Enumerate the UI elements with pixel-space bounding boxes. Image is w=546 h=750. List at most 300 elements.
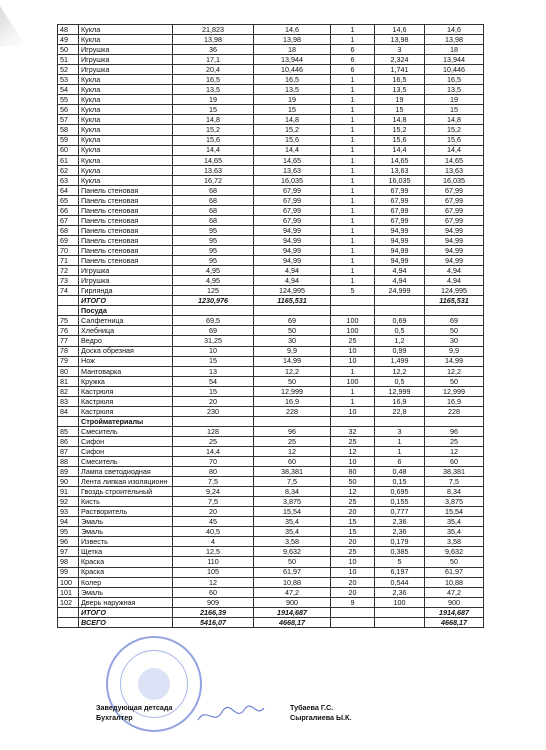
item-name-cell: Панель стеновая [79,215,173,225]
value-b-cell: 1914,687 [254,607,331,617]
value-a-cell: 13,63 [173,165,254,175]
unit-price-cell: 2,324 [375,55,425,65]
table-total-row [58,607,484,617]
row-number-cell: 55 [58,95,79,105]
item-name-cell: Панель стеновая [79,235,173,245]
amount-cell: 67,99 [425,195,484,205]
value-a-cell: 70 [173,457,254,467]
value-a-cell: 7,5 [173,497,254,507]
value-b-cell: 4,94 [254,266,331,276]
value-a-cell: 95 [173,256,254,266]
table-row [58,477,484,487]
quantity-cell: 25 [331,336,375,346]
unit-price-cell: 94,99 [375,246,425,256]
table-row [58,105,484,115]
value-b-cell: 35,4 [254,517,331,527]
row-number-cell: 56 [58,105,79,115]
amount-cell: 18 [425,45,484,55]
value-b-cell: 12 [254,446,331,456]
value-b-cell: 94,99 [254,235,331,245]
quantity-cell: 10 [331,557,375,567]
item-name-cell: Игрушка [79,266,173,276]
unit-price-cell: 15,2 [375,125,425,135]
unit-price-cell: 22,8 [375,406,425,416]
unit-price-cell: 4,94 [375,276,425,286]
value-a-cell: 15 [173,386,254,396]
value-b-cell: 14,8 [254,115,331,125]
row-number-cell: 81 [58,376,79,386]
value-b-cell: 15,6 [254,135,331,145]
unit-price-cell: 2,36 [375,587,425,597]
value-a-cell: 68 [173,185,254,195]
amount-cell: 13,944 [425,55,484,65]
amount-cell: 8,34 [425,487,484,497]
row-number-cell: 82 [58,386,79,396]
item-name-cell: Лампа светодиодная [79,467,173,477]
table-row [58,25,484,35]
item-name-cell: Хлебница [79,326,173,336]
unit-price-cell: 0,5 [375,376,425,386]
table-row [58,467,484,477]
quantity-cell: 15 [331,527,375,537]
item-name-cell: Мантоварка [79,366,173,376]
amount-cell: 15,54 [425,507,484,517]
quantity-cell: 10 [331,346,375,356]
amount-cell: 1914,687 [425,607,484,617]
quantity-cell: 1 [331,366,375,376]
amount-cell: 69 [425,316,484,326]
amount-cell: 12,999 [425,386,484,396]
item-name-cell: Кукла [79,75,173,85]
item-name-cell: Панель стеновая [79,195,173,205]
table-row [58,547,484,557]
value-a-cell: 20 [173,396,254,406]
amount-cell: 67,99 [425,215,484,225]
table-total-row [58,617,484,627]
value-b-cell [254,416,331,426]
table-row [58,286,484,296]
unit-price-cell: 67,99 [375,215,425,225]
unit-price-cell: 14,6 [375,25,425,35]
amount-cell: 50 [425,376,484,386]
quantity-cell: 1 [331,115,375,125]
table-row [58,135,484,145]
item-name-cell: Панель стеновая [79,256,173,266]
item-name-cell: Эмаль [79,527,173,537]
amount-cell: 124,995 [425,286,484,296]
table-row [58,155,484,165]
table-row [58,346,484,356]
value-b-cell: 19 [254,95,331,105]
table-row [58,386,484,396]
quantity-cell: 1 [331,246,375,256]
value-b-cell: 16,035 [254,175,331,185]
quantity-cell: 10 [331,406,375,416]
value-b-cell: 25 [254,436,331,446]
unit-price-cell: 15 [375,105,425,115]
unit-price-cell: 1,2 [375,336,425,346]
amount-cell: 10,88 [425,577,484,587]
quantity-cell: 20 [331,587,375,597]
value-a-cell: 17,1 [173,55,254,65]
table-row [58,55,484,65]
head-title-label: Заведующая детсада [96,703,173,712]
value-a-cell: 68 [173,195,254,205]
item-name-cell: Доска обрезная [79,346,173,356]
value-b-cell: 13,98 [254,35,331,45]
amount-cell: 9,632 [425,547,484,557]
value-a-cell: 14,4 [173,145,254,155]
unit-price-cell: 14,4 [375,145,425,155]
amount-cell: 96 [425,426,484,436]
unit-price-cell: 67,99 [375,195,425,205]
quantity-cell: 1 [331,75,375,85]
row-number-cell: 86 [58,436,79,446]
table-row [58,527,484,537]
amount-cell: 3,875 [425,497,484,507]
row-number-cell: 95 [58,527,79,537]
unit-price-cell: 0,48 [375,467,425,477]
value-b-cell: 18 [254,45,331,55]
item-name-cell: Панель стеновая [79,246,173,256]
unit-price-cell: 67,99 [375,185,425,195]
value-b-cell: 12,999 [254,386,331,396]
value-a-cell: 2166,39 [173,607,254,617]
page-fold-corner [0,6,26,46]
item-name-cell: Смеситель [79,457,173,467]
quantity-cell: 1 [331,145,375,155]
amount-cell: 4,94 [425,276,484,286]
value-b-cell: 67,99 [254,195,331,205]
quantity-cell: 1 [331,155,375,165]
value-a-cell: 25 [173,436,254,446]
value-a-cell: 12 [173,577,254,587]
row-number-cell: 79 [58,356,79,366]
table-row [58,235,484,245]
quantity-cell: 1 [331,165,375,175]
value-a-cell: 125 [173,286,254,296]
quantity-cell: 1 [331,105,375,115]
amount-cell [425,416,484,426]
quantity-cell: 100 [331,376,375,386]
row-number-cell [58,416,79,426]
value-b-cell: 67,99 [254,215,331,225]
amount-cell: 50 [425,326,484,336]
unit-price-cell: 0,69 [375,316,425,326]
row-number-cell: 67 [58,215,79,225]
amount-cell: 16,035 [425,175,484,185]
value-b-cell: 50 [254,557,331,567]
unit-price-cell: 0,5 [375,326,425,336]
item-name-cell: Эмаль [79,587,173,597]
value-a-cell: 230 [173,406,254,416]
unit-price-cell: 12,2 [375,366,425,376]
value-b-cell: 13,944 [254,55,331,65]
amount-cell: 12,2 [425,366,484,376]
unit-price-cell: 1,499 [375,356,425,366]
value-b-cell: 14,65 [254,155,331,165]
unit-price-cell: 3 [375,426,425,436]
row-number-cell: 89 [58,467,79,477]
value-a-cell: 4,95 [173,266,254,276]
item-name-cell: Игрушка [79,55,173,65]
item-name-cell: ВСЕГО [79,617,173,627]
row-number-cell: 72 [58,266,79,276]
amount-cell: 61,97 [425,567,484,577]
item-name-cell: Кукла [79,35,173,45]
item-name-cell: Колер [79,577,173,587]
unit-price-cell: 3 [375,45,425,55]
item-name-cell: Панель стеновая [79,205,173,215]
quantity-cell: 20 [331,537,375,547]
row-number-cell: 92 [58,497,79,507]
value-a-cell: 13 [173,366,254,376]
row-number-cell: 53 [58,75,79,85]
unit-price-cell: 4,94 [375,266,425,276]
quantity-cell: 15 [331,517,375,527]
value-a-cell: 909 [173,597,254,607]
unit-price-cell: 14,8 [375,115,425,125]
item-name-cell: Кукла [79,165,173,175]
amount-cell: 9,9 [425,346,484,356]
table-total-row [58,296,484,306]
amount-cell: 50 [425,557,484,567]
unit-price-cell: 13,98 [375,35,425,45]
row-number-cell: 49 [58,35,79,45]
table-row [58,205,484,215]
quantity-cell: 6 [331,65,375,75]
item-name-cell: Панель стеновая [79,225,173,235]
row-number-cell: 102 [58,597,79,607]
row-number-cell: 93 [58,507,79,517]
row-number-cell: 87 [58,446,79,456]
row-number-cell: 48 [58,25,79,35]
item-name-cell: Известь [79,537,173,547]
item-name-cell: ИТОГО [79,296,173,306]
item-name-cell: Растворитель [79,507,173,517]
accountant-name-label: Сыргалиева Ы.К. [290,713,352,722]
table-row [58,195,484,205]
amount-cell: 94,99 [425,246,484,256]
value-b-cell: 94,99 [254,246,331,256]
value-a-cell: 19 [173,95,254,105]
item-name-cell: Кисть [79,497,173,507]
quantity-cell: 1 [331,175,375,185]
row-number-cell: 58 [58,125,79,135]
row-number-cell: 57 [58,115,79,125]
amount-cell: 13,98 [425,35,484,45]
item-name-cell: Кукла [79,85,173,95]
row-number-cell: 100 [58,577,79,587]
unit-price-cell: 13,63 [375,165,425,175]
quantity-cell: 25 [331,436,375,446]
amount-cell: 4668,17 [425,617,484,627]
unit-price-cell: 5 [375,557,425,567]
table-row [58,406,484,416]
amount-cell: 94,99 [425,235,484,245]
quantity-cell [331,617,375,627]
unit-price-cell: 14,65 [375,155,425,165]
unit-price-cell: 1,741 [375,65,425,75]
quantity-cell: 100 [331,316,375,326]
amount-cell: 30 [425,336,484,346]
quantity-cell: 1 [331,135,375,145]
value-b-cell: 60 [254,457,331,467]
amount-cell: 35,4 [425,527,484,537]
unit-price-cell: 16,035 [375,175,425,185]
value-a-cell: 68 [173,205,254,215]
item-name-cell: Лента липкая изоляционн [79,477,173,487]
value-b-cell: 15,2 [254,125,331,135]
quantity-cell [331,306,375,316]
quantity-cell: 1 [331,195,375,205]
value-a-cell: 4,95 [173,276,254,286]
quantity-cell: 5 [331,286,375,296]
table-row [58,246,484,256]
table-row [58,175,484,185]
value-a-cell: 20 [173,507,254,517]
value-a-cell: 110 [173,557,254,567]
quantity-cell: 20 [331,577,375,587]
row-number-cell: 83 [58,396,79,406]
item-name-cell: Нож [79,356,173,366]
row-number-cell: 51 [58,55,79,65]
row-number-cell: 68 [58,225,79,235]
row-number-cell: 74 [58,286,79,296]
value-b-cell: 94,99 [254,225,331,235]
value-b-cell: 12,2 [254,366,331,376]
value-a-cell: 40,5 [173,527,254,537]
value-a-cell: 15,6 [173,135,254,145]
unit-price-cell [375,617,425,627]
table-row [58,125,484,135]
item-name-cell: Краска [79,567,173,577]
unit-price-cell: 0,99 [375,346,425,356]
amount-cell: 25 [425,436,484,446]
quantity-cell: 12 [331,446,375,456]
row-number-cell: 94 [58,517,79,527]
row-number-cell: 80 [58,366,79,376]
quantity-cell: 6 [331,55,375,65]
table-row [58,557,484,567]
table-row [58,256,484,266]
amount-cell: 16,9 [425,396,484,406]
row-number-cell: 90 [58,477,79,487]
value-b-cell: 4,94 [254,276,331,286]
row-number-cell: 84 [58,406,79,416]
unit-price-cell: 0,155 [375,497,425,507]
quantity-cell: 9 [331,597,375,607]
unit-price-cell: 13,5 [375,85,425,95]
value-a-cell: 45 [173,517,254,527]
unit-price-cell: 1 [375,446,425,456]
value-a-cell: 95 [173,246,254,256]
row-number-cell: 54 [58,85,79,95]
item-name-cell: Кукла [79,125,173,135]
quantity-cell: 1 [331,95,375,105]
unit-price-cell: 12,999 [375,386,425,396]
row-number-cell: 70 [58,246,79,256]
row-number-cell: 69 [58,235,79,245]
quantity-cell: 1 [331,225,375,235]
value-b-cell: 96 [254,426,331,436]
quantity-cell: 1 [331,185,375,195]
quantity-cell [331,416,375,426]
quantity-cell: 80 [331,467,375,477]
unit-price-cell: 94,99 [375,225,425,235]
row-number-cell: 61 [58,155,79,165]
item-name-cell: Кастрюля [79,386,173,396]
value-b-cell: 228 [254,406,331,416]
value-b-cell [254,306,331,316]
item-name-cell: Дверь наружная [79,597,173,607]
table-row [58,597,484,607]
item-name-cell: Краска [79,557,173,567]
row-number-cell: 85 [58,426,79,436]
value-b-cell: 67,99 [254,205,331,215]
item-name-cell: Кукла [79,105,173,115]
value-a-cell: 105 [173,567,254,577]
amount-cell: 7,5 [425,477,484,487]
row-number-cell: 62 [58,165,79,175]
amount-cell: 47,2 [425,587,484,597]
value-a-cell: 69,5 [173,316,254,326]
unit-price-cell: 0,777 [375,507,425,517]
table-section-row [58,416,484,426]
table-row [58,567,484,577]
inventory-table [57,24,484,628]
amount-cell: 67,99 [425,205,484,215]
amount-cell: 60 [425,457,484,467]
value-a-cell: 60 [173,587,254,597]
unit-price-cell: 16,9 [375,396,425,406]
amount-cell: 67,99 [425,185,484,195]
value-b-cell: 900 [254,597,331,607]
item-name-cell: Игрушка [79,276,173,286]
item-name-cell: Кастрюля [79,396,173,406]
value-a-cell: 16,72 [173,175,254,185]
unit-price-cell [375,296,425,306]
value-a-cell: 21,823 [173,25,254,35]
table-row [58,457,484,467]
value-b-cell: 14,99 [254,356,331,366]
amount-cell: 900 [425,597,484,607]
row-number-cell: 101 [58,587,79,597]
unit-price-cell [375,416,425,426]
table-row [58,517,484,527]
value-a-cell: 31,25 [173,336,254,346]
value-a-cell: 12,5 [173,547,254,557]
amount-cell: 14,6 [425,25,484,35]
amount-cell: 12 [425,446,484,456]
quantity-cell [331,296,375,306]
value-a-cell: 16,5 [173,75,254,85]
unit-price-cell: 100 [375,597,425,607]
quantity-cell: 10 [331,457,375,467]
table-row [58,577,484,587]
quantity-cell: 1 [331,85,375,95]
row-number-cell: 98 [58,557,79,567]
value-b-cell: 9,9 [254,346,331,356]
table-row [58,436,484,446]
value-a-cell: 54 [173,376,254,386]
item-name-cell: Сифон [79,446,173,456]
row-number-cell: 97 [58,547,79,557]
quantity-cell: 1 [331,276,375,286]
item-name-cell: Кукла [79,95,173,105]
amount-cell: 94,99 [425,225,484,235]
row-number-cell: 75 [58,316,79,326]
